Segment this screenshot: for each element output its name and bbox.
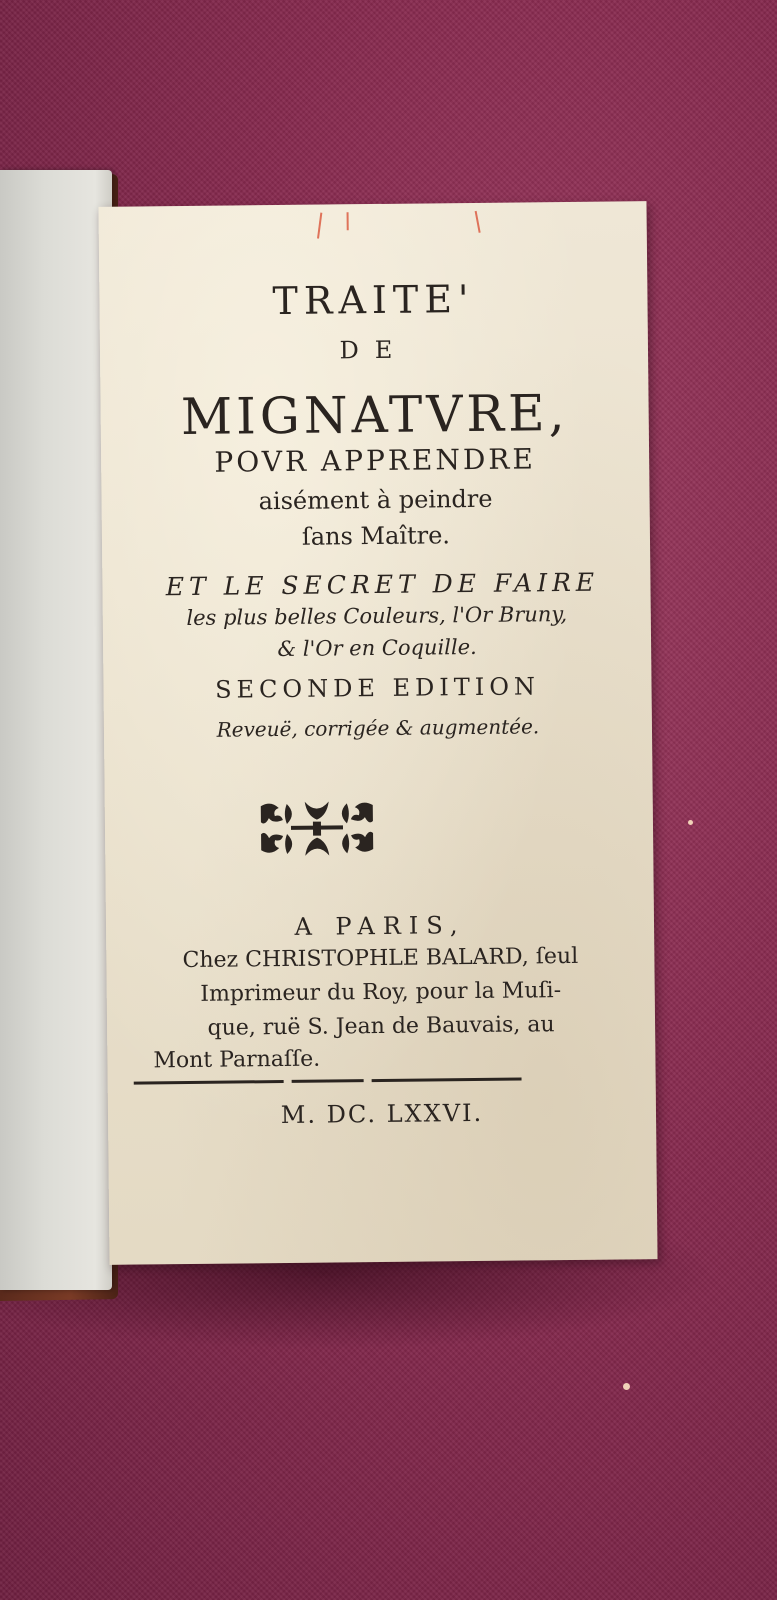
imprint-city: A PARIS, [294,911,466,941]
title-page [98,201,657,1265]
subtitle-line-1: ET LE SECRET DE FAIRE [165,567,600,602]
flyleaf-page [0,170,112,1290]
red-ink-mark [317,213,322,239]
title-line-2: DE [339,335,409,365]
red-ink-mark [475,211,481,233]
title-line-3: MIGNATVRE, [180,383,569,447]
title-line-1: TRAITE' [272,276,475,324]
printers-ornament-icon [257,799,378,858]
imprint-line-1: Chez CHRISTOPHLE BALARD, ſeul [182,943,579,974]
imprint-line-3: que, ruë S. Jean de Bauvais, au [207,1012,555,1041]
dust-speck [688,820,693,825]
title-line-5: aisément à peindre [258,484,493,516]
dust-speck [623,1383,630,1390]
publication-date: M. DC. LXXVI. [280,1098,484,1130]
title-line-6: ſans Maître. [301,521,451,551]
title-line-4: POVR APPRENDRE [214,442,537,479]
revision-note: Reveuë, corrigée & augmentée. [216,714,540,742]
decorative-rule [134,1077,522,1087]
imprint-line-2: Imprimeur du Roy, pour la Muſi- [200,978,562,1007]
subtitle-line-3: & l'Or en Coquille. [277,634,477,662]
imprint-line-4: Mont Parnaſſe. [153,1046,321,1074]
subtitle-line-2: les plus belles Couleurs, l'Or Bruny, [186,602,568,630]
red-ink-mark [347,212,349,230]
edition-label: SECONDE EDITION [214,672,541,704]
